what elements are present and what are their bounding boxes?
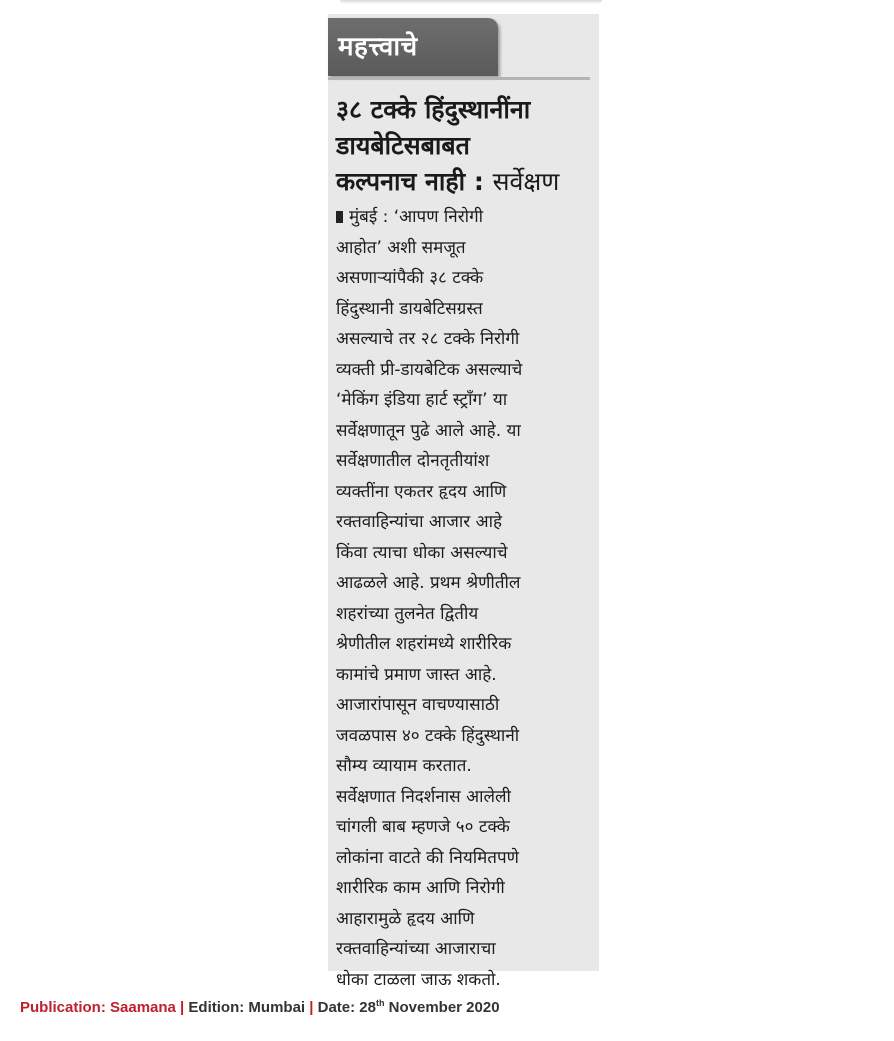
body-line: आजारांपासून वाचण्यासाठी [336, 695, 500, 715]
body-line: धोका टाळला जाऊ शकतो. [336, 969, 501, 990]
body-line: चांगली बाब म्हणजे ५० टक्के [336, 817, 510, 837]
headline-line-2: डायबेटिसबाबत [336, 131, 470, 160]
footer-separator: | [175, 999, 189, 1016]
headline-line-3-sub: सर्वेक्षण [492, 167, 560, 196]
body-line: असल्याचे तर २८ टक्के निरोगी [336, 329, 520, 349]
newspaper-clipping [328, 14, 599, 990]
bullet-icon [336, 211, 343, 223]
footer-separator: | [305, 999, 318, 1016]
body-line: सर्वेक्षणातील दोनतृतीयांश [336, 451, 490, 471]
body-line: रक्तवाहिन्यांच्या आजाराचा [336, 939, 496, 959]
top-divider [340, 0, 602, 4]
body-line-text: मुंबई : ‘आपण निरोगी [349, 207, 484, 227]
body-line: हिंदुस्थानी डायबेटिसग्रस्त [336, 298, 483, 319]
body-line: रक्तवाहिन्यांचा आजार आहे [336, 512, 503, 532]
body-line [336, 202, 594, 233]
section-divider [328, 77, 590, 80]
body-line: आढळले आहे. प्रथम श्रेणीतील [336, 573, 521, 593]
edition-text: Edition: Mumbai [188, 999, 306, 1016]
date-suffix: November 2020 [384, 999, 500, 1016]
body-line: सर्वेक्षणातून पुढे आले आहे. या [336, 420, 521, 441]
body-line: शारीरिक काम आणि निरोगी [336, 878, 505, 898]
publication-footer [20, 998, 500, 1016]
publication-name: Publication: Saamana [20, 999, 176, 1016]
headline-line-1: ३८ टक्के हिंदुस्थानींना [336, 95, 531, 124]
body-line: कामांचे प्रमाण जास्त आहे. [336, 664, 497, 685]
article-headline [336, 92, 594, 200]
date-prefix: Date: 28 [317, 999, 376, 1016]
article-body [336, 202, 594, 995]
body-line: व्यक्ती प्री-डायबेटिक असल्याचे [336, 359, 523, 380]
body-line: सौम्य व्यायाम करतात. [336, 756, 472, 776]
body-line: ‘मेकिंग इंडिया हार्ट स्ट्राँग’ या [336, 390, 508, 410]
body-line: आहारामुळे हृदय आणि [336, 908, 475, 929]
body-line: शहरांच्या तुलनेत द्वितीय [336, 603, 479, 624]
body-line: सर्वेक्षणात निदर्शनास आलेली [336, 786, 511, 807]
headline-line-3 [336, 164, 594, 200]
body-line: जवळपास ४० टक्के हिंदुस्थानी [336, 725, 520, 746]
body-line: लोकांना वाटते की नियमितपणे [336, 847, 519, 868]
headline-line-3-main: कल्पनाच नाही : [336, 167, 493, 196]
section-label: महत्त्वाचे [328, 18, 498, 76]
body-line: असणाऱ्यांपैकी ३८ टक्के [336, 268, 484, 288]
body-line: आहोत’ अशी समजूत [336, 237, 466, 258]
body-line: श्रेणीतील शहरांमध्ये शारीरिक [336, 634, 512, 654]
body-line: व्यक्तींना एकतर हृदय आणि [336, 481, 507, 502]
body-line: किंवा त्याचा धोका असल्याचे [336, 542, 508, 563]
date-ordinal: th [375, 998, 385, 1008]
